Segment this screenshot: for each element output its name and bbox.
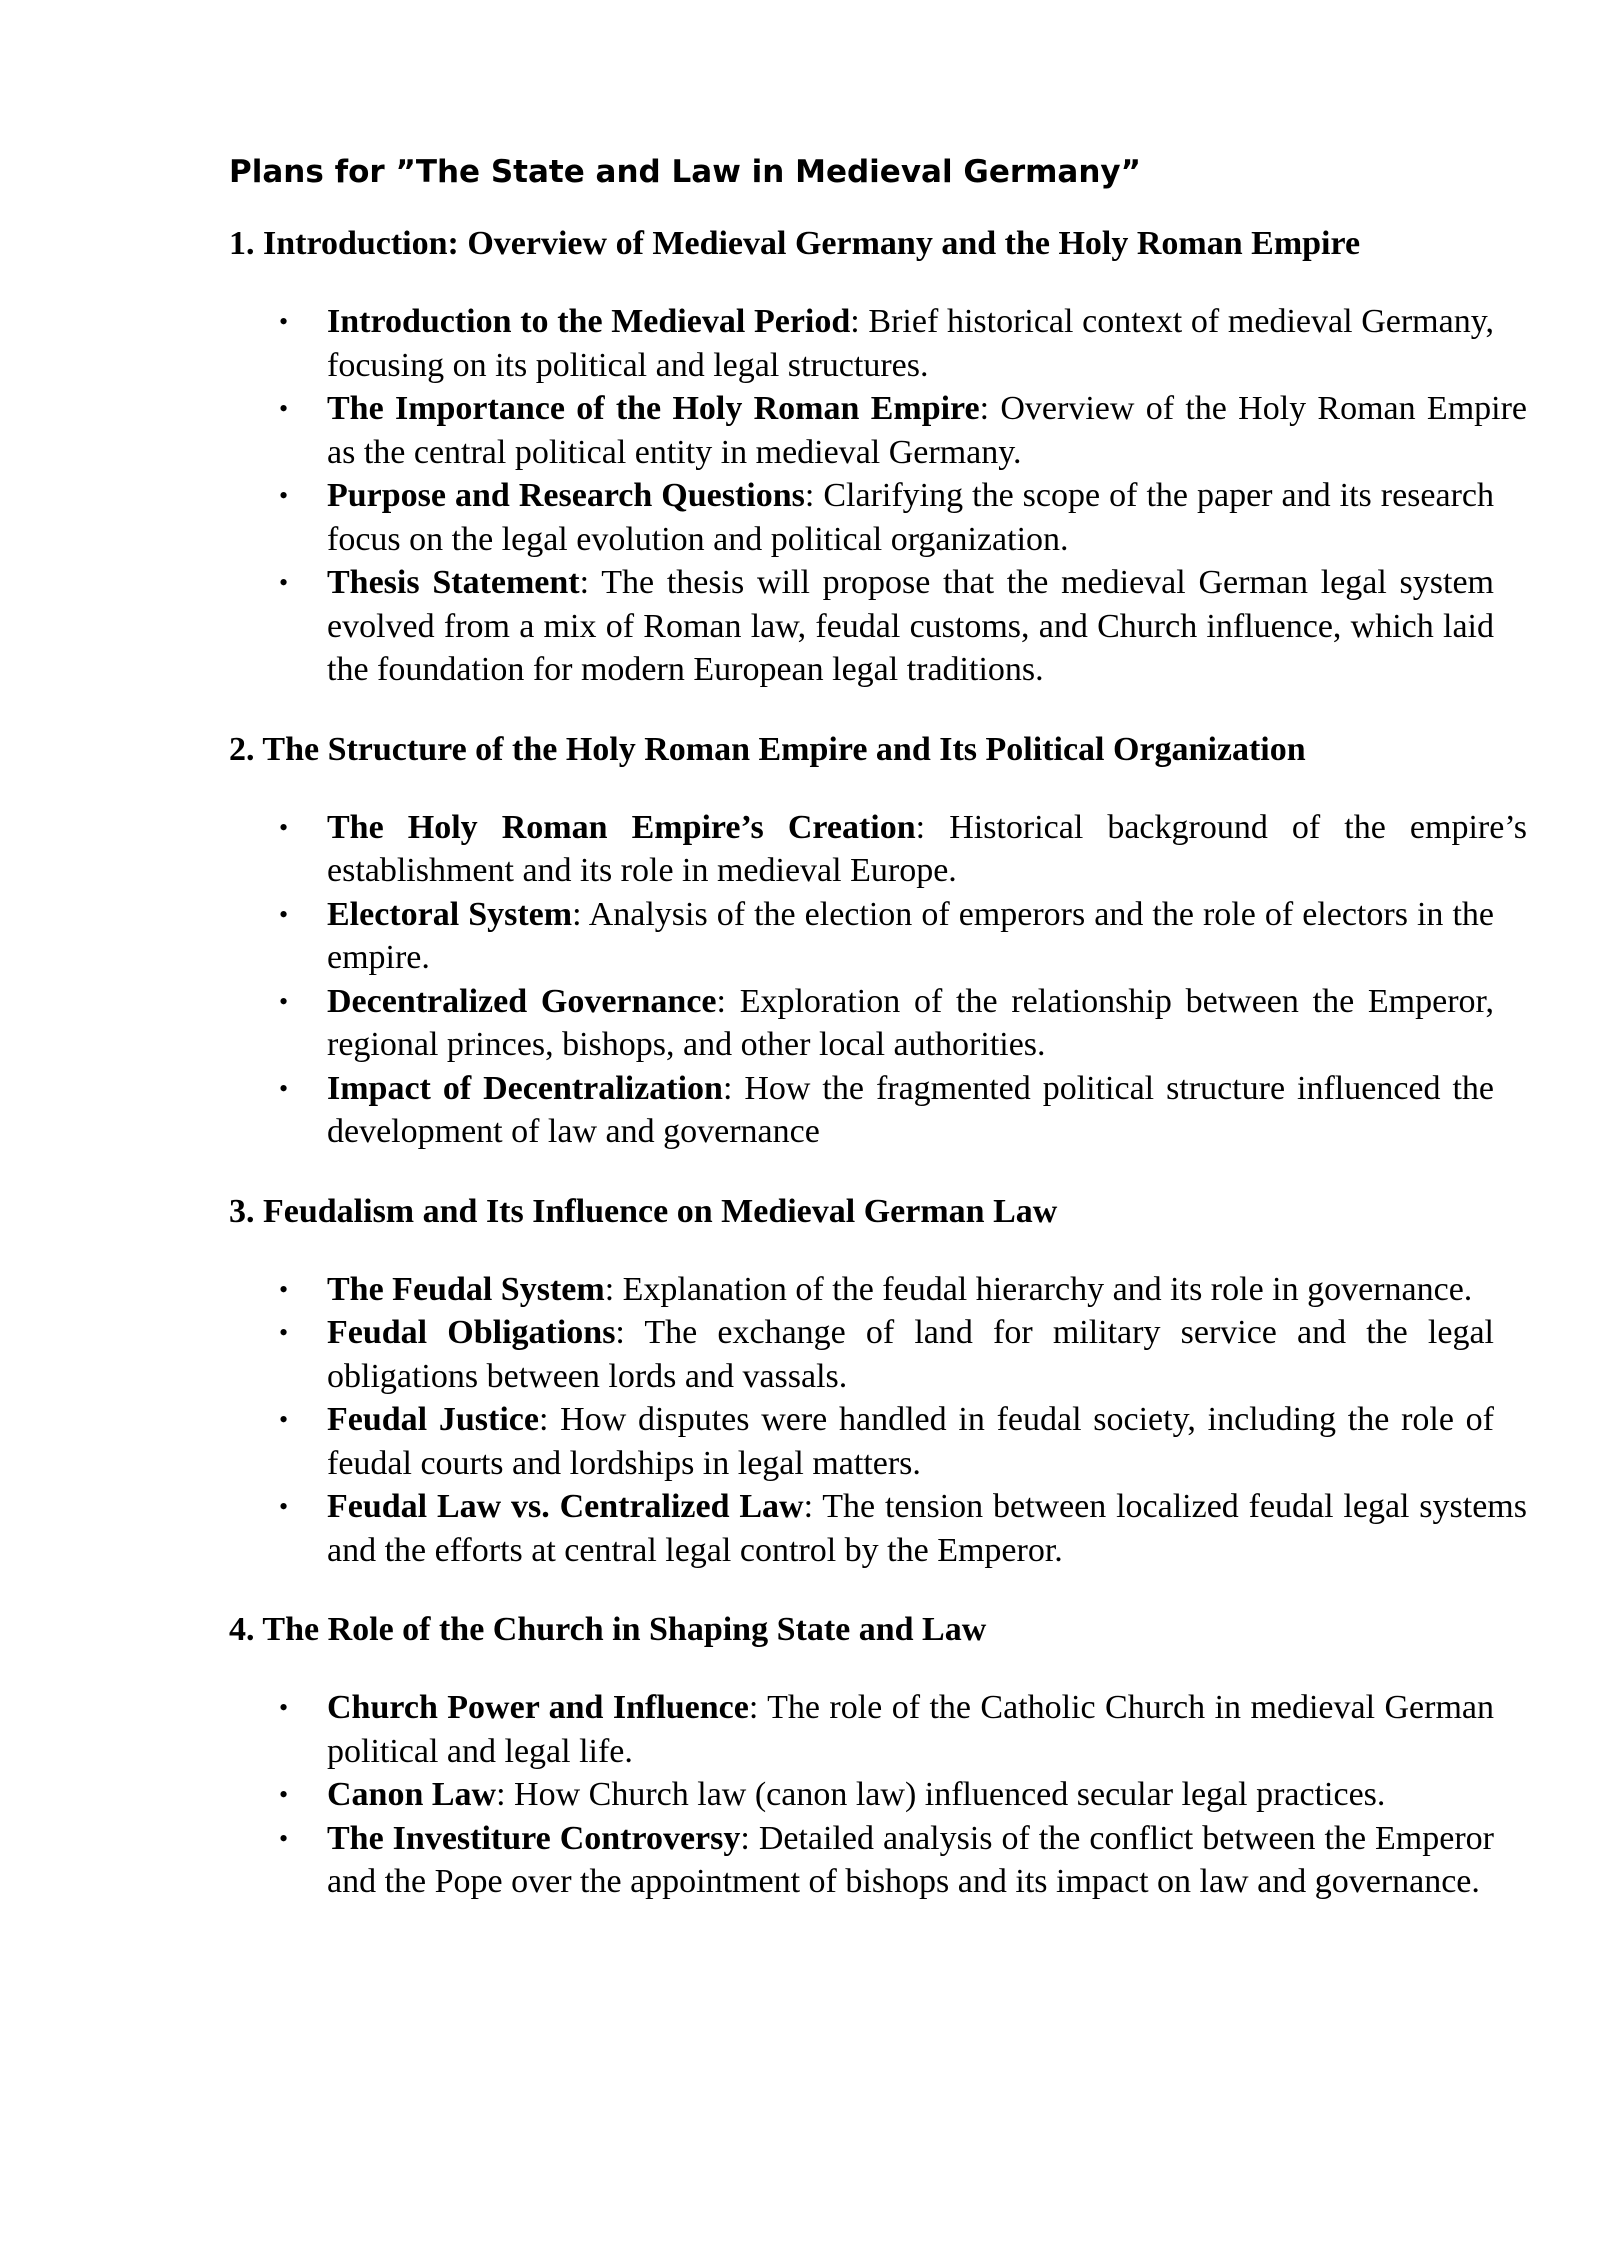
section-2-list xyxy=(229,806,1527,1154)
item-text: : The tension between localized feudal legal systems and the efforts at central legal control by the Emperor. xyxy=(327,1488,1527,1569)
bullet-icon: • xyxy=(279,394,289,423)
list-item xyxy=(229,1686,1494,1773)
item-text: : Overview of the Holy Roman Empire as the central political entity in medieval Germany. xyxy=(327,390,1528,471)
section-heading-1: 1. Introduction: Overview of Medieval Germany and the Holy Roman Empire xyxy=(229,225,1361,262)
bullet-icon: • xyxy=(279,481,289,510)
list-item xyxy=(229,561,1494,692)
list-item xyxy=(229,1268,1494,1312)
bullet-icon: • xyxy=(279,1274,289,1304)
list-item xyxy=(229,1773,1494,1817)
list-item xyxy=(229,1311,1494,1398)
list-item xyxy=(229,300,1494,387)
document-page xyxy=(229,152,1528,1940)
list-item xyxy=(229,893,1494,980)
item-text: : The thesis will propose that the medieval German legal system evolved from a mix of Roman law, feudal customs, and Church influence, which laid the foundation for modern European legal traditions. xyxy=(327,564,1494,688)
item-text: : Clarifying the scope of the paper and its research focus on the legal evolution and political organization. xyxy=(327,477,1495,558)
item-term: Feudal Justice xyxy=(327,1401,539,1438)
bullet-icon: • xyxy=(279,307,289,336)
item-text: : Exploration of the relationship between the Emperor, regional princes, bishops, and other local authorities. xyxy=(327,982,1494,1063)
item-term: The Feudal System xyxy=(327,1270,605,1308)
item-term: Purpose and Research Questions xyxy=(327,477,805,514)
list-item xyxy=(229,1485,1527,1572)
bullet-icon: • xyxy=(279,568,289,597)
list-item xyxy=(229,387,1527,474)
item-text: : The role of the Catholic Church in medieval German political and legal life. xyxy=(327,1689,1494,1770)
item-text: : How disputes were handled in feudal society, including the role of feudal courts and lordships in legal matters. xyxy=(327,1401,1495,1482)
bullet-icon: • xyxy=(279,1318,289,1347)
bullet-icon: • xyxy=(279,1693,289,1722)
item-term: Thesis Statement xyxy=(327,564,580,601)
item-text: : The exchange of land for military service and the legal obligations between lords and vassals. xyxy=(327,1314,1494,1395)
bullet-icon: • xyxy=(279,899,289,929)
section-3-list xyxy=(229,1268,1527,1573)
list-item xyxy=(229,1817,1494,1904)
section-heading-3: 3. Feudalism and Its Influence on Medieval German Law xyxy=(229,1192,1058,1230)
section-4-list xyxy=(229,1686,1521,1904)
item-text: : Explanation of the feudal hierarchy and its role in governance. xyxy=(604,1270,1473,1308)
item-text: : Brief historical context of medieval Germany, focusing on its political and legal structures. xyxy=(327,303,1494,384)
bullet-icon: • xyxy=(279,1405,289,1434)
list-item xyxy=(229,474,1494,561)
section-heading-4: 4. The Role of the Church in Shaping State and Law xyxy=(229,1611,987,1648)
item-text: : Analysis of the election of emperors and the role of electors in the empire. xyxy=(327,895,1494,976)
bullet-icon: • xyxy=(279,1073,289,1103)
item-term: The Investiture Controversy xyxy=(327,1819,741,1857)
item-term: Impact of Decentralization xyxy=(327,1069,723,1107)
item-term: Decentralized Governance xyxy=(327,982,717,1020)
bullet-icon: • xyxy=(279,986,289,1016)
item-term: Electoral System xyxy=(327,895,573,933)
bullet-icon: • xyxy=(279,1823,289,1853)
item-term: The Importance of the Holy Roman Empire xyxy=(327,390,980,427)
item-term: Church Power and Influence xyxy=(327,1689,749,1726)
item-term: Introduction to the Medieval Period xyxy=(327,303,851,340)
item-term: The Holy Roman Empire’s Creation xyxy=(327,808,916,846)
bullet-icon: • xyxy=(279,1780,289,1809)
section-heading-2: 2. The Structure of the Holy Roman Empire and Its Political Organization xyxy=(229,730,1306,768)
section-1-list xyxy=(229,300,1528,692)
item-term: Canon Law xyxy=(327,1776,497,1813)
item-text: : How Church law (canon law) influenced secular legal practices. xyxy=(496,1776,1386,1813)
list-item xyxy=(229,806,1527,893)
list-item xyxy=(229,1398,1494,1485)
document-title: Plans for ”The State and Law in Medieval Germany” xyxy=(229,154,1142,190)
bullet-icon: • xyxy=(279,812,289,842)
item-term: Feudal Obligations xyxy=(327,1314,616,1351)
item-term: Feudal Law vs. Centralized Law xyxy=(327,1488,804,1525)
list-item xyxy=(229,1067,1494,1154)
list-item xyxy=(229,980,1494,1067)
item-text: : Historical background of the empire’s establishment and its role in medieval Europe. xyxy=(327,808,1527,889)
item-text: : Detailed analysis of the conflict between the Emperor and the Pope over the appointment of bishops and its impact on law and governance. xyxy=(327,1819,1494,1900)
item-text: : How the fragmented political structure influenced the development of law and governance xyxy=(327,1069,1494,1150)
bullet-icon: • xyxy=(279,1492,289,1521)
